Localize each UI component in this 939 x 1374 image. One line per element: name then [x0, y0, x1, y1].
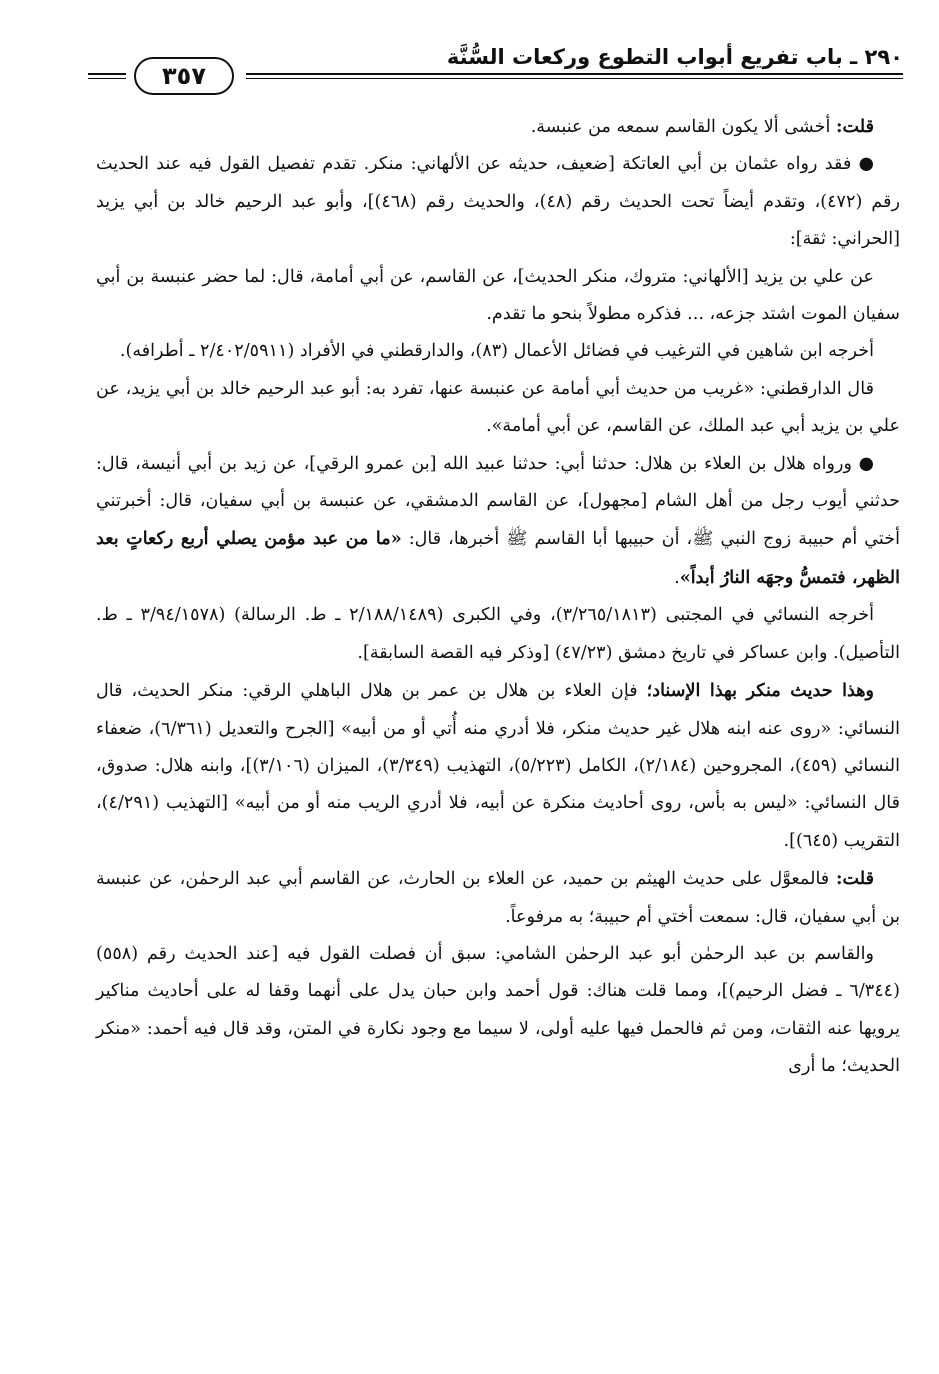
paragraph-7: أخرجه النسائي في المجتبى (٣/٢٦٥/١٨١٣)، وفي الكبرى (٢/١٨٨/١٤٨٩ ـ ط. الرسالة) (٣/٩٤/١٥٧٨ ـ ط. التأصيل). وابن عساكر في تاريخ دمشق (٤٧/٢٣) [وذكر فيه القصة السابقة]. — [96, 605, 900, 663]
page-header — [88, 40, 903, 96]
paragraph-8-text: فإن العلاء بن هلال بن عمر بن هلال الباهلي الرقي: منكر الحديث، قال النسائي: «روى عنه ابنه هلال غير حديث منكر، فلا أدري منه أُتي أو من أبيه» [الجرح والتعديل (٦/٣٦١)، ضعفاء النسائي (٤٥٩)، المجروحين (٢/١٨٤)، الكامل (٥/٢٢٣)، التهذيب (٣/٣٤٩)، الميزان (٣/١٠٦)]، وابنه هلال: صدوق، قال النسائي: «ليس به بأس، روى أحاديث منكرة عن أبيه، فلا أدري الريب منه أو من أبيه» [التهذيب (٤/٢٩١)، التقريب (٦٤٥)]. — [96, 681, 901, 851]
hadith-matn: «ما من عبد مؤمن يصلي أربع ركعاتٍ بعد الظهر، فتمسُّ وجهَه النارُ أبداً» — [96, 528, 900, 588]
header-rule-left — [88, 73, 126, 79]
paragraph-9 — [96, 860, 900, 936]
ruling-label: وهذا حديث منكر بهذا الإسناد؛ — [646, 680, 875, 702]
paragraph-5: قال الدارقطني: «غريب من حديث أبي أمامة عن عنبسة عنها، تفرد به: أبو عبد الرحيم خالد بن أبي يزيد، عن علي بن يزيد أبي عبد الملك، عن القاسم، عن أبي أمامة». — [96, 378, 900, 437]
qultu-label: قلت: — [835, 116, 874, 137]
paragraph-1 — [96, 108, 900, 146]
paragraph-4: أخرجه ابن شاهين في الترغيب في فضائل الأعمال (٨٣)، والدارقطني في الأفراد (٢/٤٠٢/٥٩١١ ـ أطرافه). — [119, 341, 874, 362]
header-rule-right — [246, 73, 903, 79]
paragraph-6-text: ● ورواه هلال بن العلاء بن هلال: حدثنا أبي: حدثنا عبيد الله [بن عمرو الرقي]، عن زيد بن أبي أنيسة، قال: حدثني أيوب رجل من أهل الشام [مجهول]، عن القاسم الدمشقي، عن عنبسة بن أبي سفيان، قال: أخبرتني أختي أم حبيبة زوج النبي ﷺ، أن حبيبها أبا القاسم ﷺ أخبرها، قال: — [96, 453, 900, 550]
paragraph-8 — [96, 672, 900, 860]
paragraph-10: والقاسم بن عبد الرحمٰن أبو عبد الرحمٰن الشامي: سبق أن فصلت القول فيه [عند الحديث رقم (٥٥٨) (٦/٣٤٤ ـ فضل الرحيم)]، ومما قلت هناك: قول أحمد وابن حبان يدل على أنهما وقفا له على أحاديث مناكير يرويها عنه الثقات، ومن ثم فالحمل فيها عليه أولى، لا سيما مع وجود نكارة في المتن، وقد قال فيه أحمد: «منكر الحديث؛ ما أرى — [96, 943, 900, 1077]
paragraph-3: عن علي بن يزيد [الألهاني: متروك، منكر الحديث]، عن القاسم، عن أبي أمامة، قال: لما حضر عنبسة بن أبي سفيان الموت اشتد جزعه، ... فذكره مطولاً بنحو ما تقدم. — [96, 266, 900, 325]
paragraph-9-text: فالمعوَّل على حديث الهيثم بن حميد، عن العلاء بن الحارث، عن القاسم أبي عبد الرحمٰن، عن عنبسة بن أبي سفيان، قال: سمعت أختي أم حبيبة؛ به مرفوعاً. — [96, 869, 900, 927]
page-number: ٣٥٧ — [162, 62, 206, 90]
paragraph-2: ● فقد رواه عثمان بن أبي العاتكة [ضعيف، حديثه عن الألهاني: منكر. تقدم تفصيل القول فيه عند الحديث رقم (٤٧٢)، وتقدم أيضاً تحت الحديث رقم (٤٨)، والحديث رقم (٤٦٨)]، وأبو عبد الرحيم خالد بن أبي يزيد [الحراني: ثقة]: — [96, 154, 901, 250]
paragraph-6-end: . — [674, 567, 680, 588]
paragraph-6 — [96, 446, 900, 598]
qultu-label-2: قلت: — [835, 868, 874, 890]
main-text — [96, 108, 900, 1086]
page-number-badge — [134, 57, 234, 95]
paragraph-1-text: أخشى ألا يكون القاسم سمعه من عنبسة. — [530, 117, 836, 137]
running-title: ٢٩٠ ـ باب تفريع أبواب التطوع وركعات السُّنَّة — [446, 45, 903, 69]
